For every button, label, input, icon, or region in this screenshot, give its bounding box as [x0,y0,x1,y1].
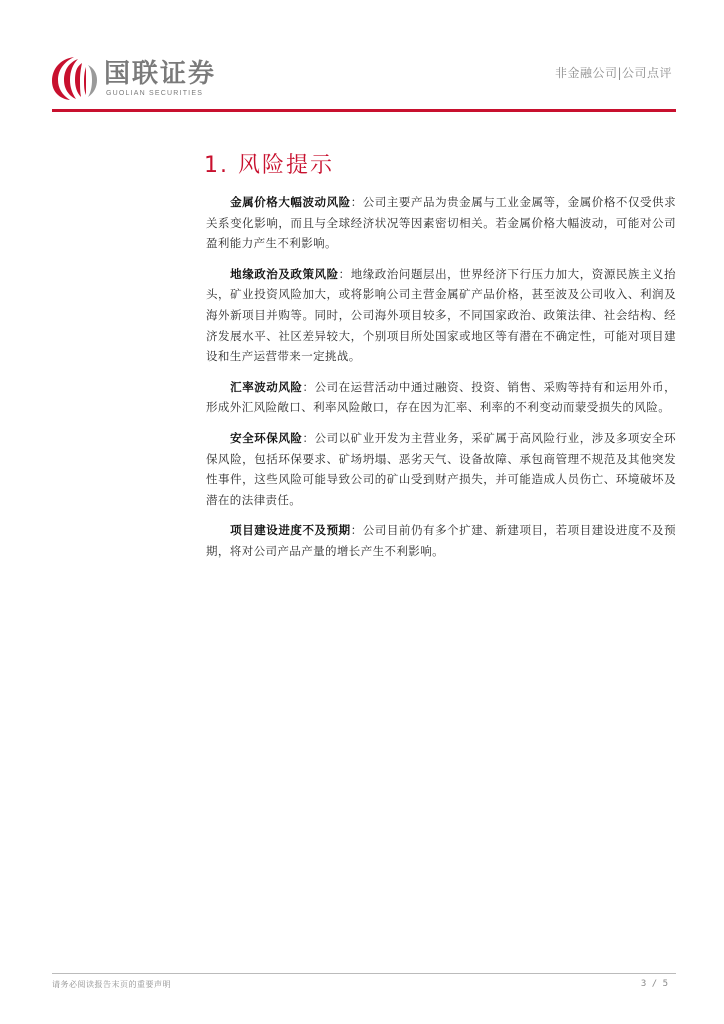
risk-item-exchange-rate [206,377,676,418]
risk-item-heading: 金属价格大幅波动风险 [230,195,351,209]
risk-item-body: ：地缘政治问题层出，世界经济下行压力加大，资源民族主义抬头，矿业投资风险加大，或将影响公司主营金属矿产品价格，甚至波及公司收入、利润及海外新项目并购等。同时，公司海外项目较多，不同国家政治、政策法律、社会结构、经济发展水平、社区差异较大，个别项目所处国家或地区等有潜在不确定性，可能对项目建设和生产运营带来一定挑战。 [206,266,676,364]
company-logo [50,55,240,101]
footer-divider [52,973,676,974]
risk-item-safety-environment [206,428,676,510]
footer-disclaimer: 请务必阅读报告末页的重要声明 [52,980,171,989]
risk-item-heading: 安全环保风险 [230,430,303,445]
risk-list [206,192,676,572]
page-header [0,0,724,115]
page-number: 3 / 5 [640,979,668,989]
risk-item-project-delay [206,520,676,561]
risk-item-heading: 地缘政治及政策风险 [230,266,339,281]
risk-item-heading: 项目建设进度不及预期 [230,523,351,538]
risk-item-heading: 汇率波动风险 [230,379,303,394]
risk-item-geopolitical [206,264,676,367]
logo-text-chinese: 国联证券 [104,59,217,89]
logo-text-english: GUOLIAN SECURITIES [106,90,204,97]
risk-item-body: ：公司目前仍有多个扩建、新建项目，若项目建设进度不及预期，将对公司产品产量的增长产生不利影响。 [206,523,677,558]
document-type-label: 非金融公司|公司点评 [554,66,672,80]
risk-item-metal-price [206,192,676,254]
risk-item-body: ：公司在运营活动中通过融资、投资、销售、采购等持有和运用外币，形成外汇风险敞口、利率风险敞口，存在因为汇率、利率的不利变动而蒙受损失的风险。 [206,379,676,415]
risk-item-body: ：公司主要产品为贵金属与工业金属等，金属价格不仅受供求关系变化影响，而且与全球经济状况等因素密切相关。若金属价格大幅波动，可能对公司盈利能力产生不利影响。 [206,195,677,251]
header-divider [52,109,676,112]
risk-item-body: ：公司以矿业开发为主营业务，采矿属于高风险行业，涉及多项安全环保风险，包括环保要求、矿场坍塌、恶劣天气、设备故障、承包商管理不规范及其他突发性事件，这些风险可能导致公司的矿山受到财产损失，并可能造成人员伤亡、环境破坏及潜在的法律责任。 [206,430,676,507]
logo-emblem-icon [50,55,100,101]
section-title: 1. 风险提示 [204,153,334,178]
